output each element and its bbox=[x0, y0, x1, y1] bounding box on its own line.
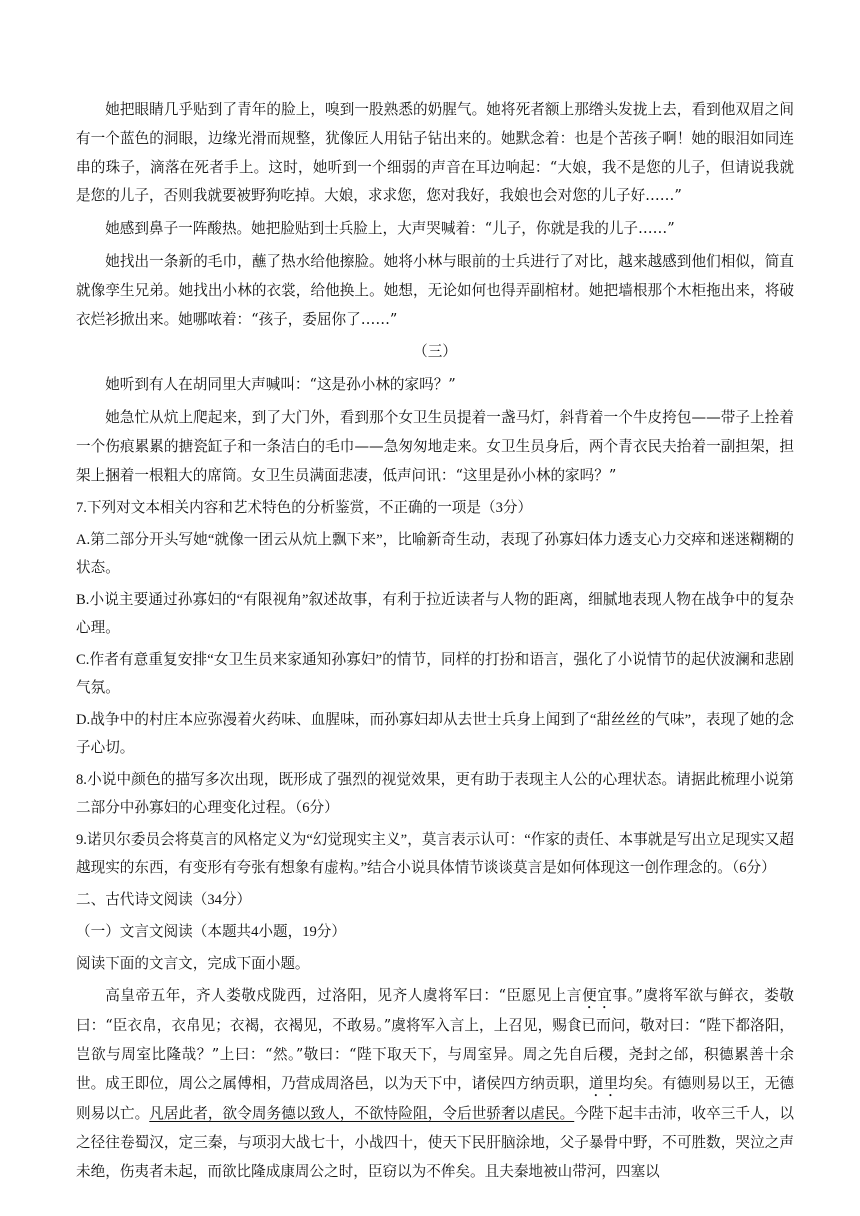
passage-paragraph-5: 她急忙从炕上爬起来，到了大门外，看到那个女卫生员提着一盏马灯，斜背着一个牛皮挎包——带子上拴着一个伤痕累累的搪瓷缸子和一条洁白的毛巾——急匆匆地走来。女卫生员身后，两个青衣民夫抬着一副担架，担架上捆着一根粗大的席筒。女卫生员满面悲凄，低声问讯：“这里是孙小林的家吗？” bbox=[76, 408, 794, 484]
classical-text-part-1: 高皇帝五年，齐人娄敬戍陇西，过洛阳，见齐人虞将军曰：“臣愿见上言 bbox=[105, 987, 583, 1005]
classical-text-part-4: 今陛下起丰击沛，收卒三千人，以之径往卷蜀汉，定三秦，与项羽大战七十，小战四十，使天下民肝脑涂地，父子暴骨中野，不可胜数，哭泣之声未绝，伤夷者未起，而欲比隆成康周公之时，臣窃以为不侔矣。且夫秦地被山带河，四塞以 bbox=[76, 1104, 794, 1180]
classical-text-part-2: 事。”虞将军欲与鲜衣，娄敬曰：“臣衣帛，衣帛见；衣褐，衣褐见，不敢易。”虞将军入言上，上召见，赐食已而问，敬对曰：“陛下都洛阳，岂欲与周室比隆哉？”上曰：“然。”敬曰：“陛下取天下，与周室异。周之先自后稷，尧封之邰，积德累善十余世。成王即位，周公之属傅相，乃营成周洛邑，以为天下中，诸侯四方纳贡职， bbox=[76, 987, 794, 1092]
question-7-option-a: A.第二部分开头写她“就像一团云从炕上飘下来”，比喻新奇生动，表现了孙寡妇体力透支心力交瘁和迷迷糊糊的状态。 bbox=[76, 532, 794, 577]
question-7-stem: 7.下列对文本相关内容和艺术特色的分析鉴赏，不正确的一项是（3分） bbox=[76, 500, 533, 517]
classical-text-part-3: 均矣。有德则易以王，无德则易以亡。 bbox=[76, 1074, 794, 1122]
question-8: 8.小说中颜色的描写多次出现，既形成了强烈的视觉效果，更有助于表现主人公的心理状态。请据此梳理小说第二部分中孙寡妇的心理变化过程。（6分） bbox=[76, 772, 794, 817]
underlined-sentence: 凡居此者，欲令周务德以致人，不欲恃险阻，令后世骄奢以虐民。 bbox=[149, 1104, 575, 1122]
section-two-subheading: （一）文言文阅读（本题共4小题，19分） bbox=[76, 924, 346, 941]
question-7-option-c: C.作者有意重复安排“女卫生员来家通知孙寡妇”的情节，同样的打扮和语言，强化了小说情节的起伏波澜和悲剧气氛。 bbox=[76, 652, 794, 697]
question-9: 9.诺贝尔委员会将莫言的风格定义为“幻觉现实主义”，莫言表示认可：“作家的责任、本事就是写出立足现实又超越现实的东西，有变形有夸张有想象有虚构。”结合小说具体情节谈谈莫言是如何体现这一创作理念的。（6分） bbox=[76, 832, 794, 877]
passage-paragraph-2: 她感到鼻子一阵酸热。她把脸贴到士兵脸上，大声哭喊着：“儿子，你就是我的儿子……” bbox=[105, 220, 675, 238]
question-7-option-d: D.战争中的村庄本应弥漫着火药味、血腥味，而孙寡妇却从去世士兵身上闻到了“甜丝丝的气味”，表现了她的念子心切。 bbox=[76, 712, 794, 757]
question-7-option-b: B.小说主要通过孙寡妇的“有限视角”叙述故事，有利于拉近读者与人物的距离，细腻地表现人物在战争中的复杂心理。 bbox=[76, 592, 794, 637]
section-two-instruction: 阅读下面的文言文，完成下面小题。 bbox=[76, 956, 310, 973]
dotted-word-daoli: 道里 bbox=[588, 1074, 619, 1092]
passage-paragraph-1: 她把眼睛几乎贴到了青年的脸上，嗅到一股熟悉的奶腥气。她将死者额上那绺头发拢上去，看到他双眉之间有一个蓝色的洞眼，边缘光滑而规整，犹像匠人用钻子钻出来的。她默念着：也是个苦孩子啊！她的眼泪如同连串的珠子，滴落在死者手上。这时，她听到一个细弱的声音在耳边响起：“大娘，我不是您的儿子，但请说我就是您的儿子，否则我就要被野狗吃掉。大娘，求求您，您对我好，我娘也会对您的儿子好……” bbox=[76, 101, 794, 205]
dotted-word-bianyi: 便宜 bbox=[582, 987, 613, 1005]
passage-paragraph-4: 她听到有人在胡同里大声喊叫：“这是孙小林的家吗？” bbox=[105, 376, 456, 394]
passage-paragraph-3: 她找出一条新的毛巾，蘸了热水给他擦脸。她将小林与眼前的士兵进行了对比，越来越感到他们相似，简直就像孪生兄弟。她找出小林的衣裳，给他换上。她想，无论如何也得弄副棺材。她把墙根那个木柜拖出来，将破衣烂衫掀出来。她哪哝着：“孩子，委屈你了……” bbox=[76, 252, 794, 328]
classical-text-paragraph bbox=[76, 982, 794, 1186]
section-three-heading: （三） bbox=[413, 343, 457, 361]
section-two-heading: 二、古代诗文阅读（34分） bbox=[76, 892, 252, 909]
